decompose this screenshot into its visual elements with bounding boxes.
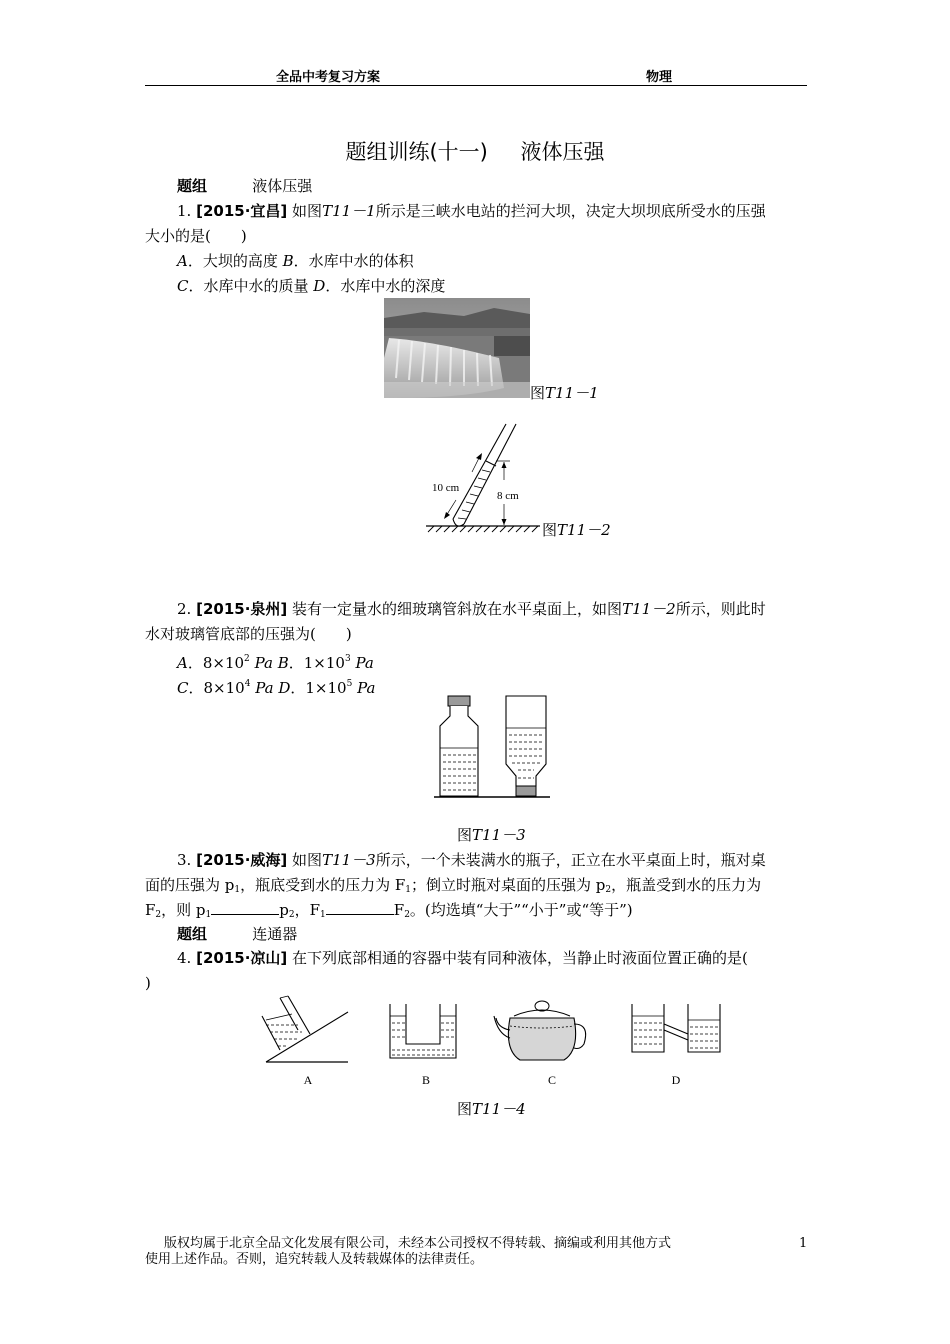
q3-stem-b: 所示，一个未装满水的瓶子，正立在水平桌面上时，瓶对桌 [375,851,766,869]
answer-blank-1[interactable] [211,900,279,915]
q2-stem-line2: 水对玻璃管底部的压强为( ) [145,625,352,643]
q2-opt-c-key: C [177,679,189,697]
option-d-vessel [632,1004,720,1052]
q1-options-ab [177,250,414,272]
footer-copyright-line1: 版权均属于北京全品文化发展有限公司，未经本公司授权不得转载、摘编或利用其他方式 [164,1236,672,1251]
q3-stem-line2 [145,874,761,901]
q1-source: [2015·宜昌] [196,202,288,220]
q4-stem-line2: ) [145,974,151,992]
q3-l3-d: ，F [294,901,321,919]
q3-l2-sub1: 1 [234,885,241,895]
q1-stem-a: 如图 [292,202,323,220]
q2-source: [2015·泉州] [196,600,288,618]
q3-l2-c: ；倒立时瓶对桌面的压强为 p [411,876,606,894]
q2-options-cd [177,673,375,699]
q1-fig-ref: T11－1 [322,202,376,220]
q2-options-ab [177,648,374,674]
q3-l3-sub3: 2 [288,910,295,920]
q1-opt-d: ．水库中水的深度 [325,277,446,295]
q3-stem-line1 [177,849,766,871]
q1-opt-a: ．大坝的高度 [187,252,278,270]
q3-l3-b: ，则 p [161,901,206,919]
q2-opt-a: ．8×10 [187,654,245,672]
q3-l3-sub1: 2 [155,910,162,920]
q2-opt-a-unit: Pa [254,654,273,672]
fig1-label: T11－1 [545,384,599,402]
q1-opt-b: ．水库中水的体积 [293,252,414,270]
q1-opt-c: ．水库中水的质量 [188,277,309,295]
tube-length-label: 10 cm [432,482,460,494]
q1-number: 1. [177,202,192,220]
q3-l2-sub3: 2 [605,885,612,895]
q1-opt-c-key: C [177,277,189,295]
q2-opt-d-key: D [278,679,291,697]
q2-opt-c-unit: Pa [255,679,274,697]
bottles-diagram [434,692,550,802]
q2-opt-d-exp: 5 [346,679,353,689]
fig3-prefix: 图 [457,826,473,844]
q3-l3-c: p [279,901,289,919]
q2-opt-c-exp: 4 [244,679,251,689]
option-b-label: B [421,1073,431,1087]
header-left: 全品中考复习方案 [276,70,381,85]
option-d-label: D [671,1073,681,1087]
q3-source: [2015·威海] [196,851,288,869]
fig1-prefix: 图 [530,384,546,402]
fig3-caption [457,824,526,845]
q2-opt-b: ．1×10 [288,654,345,672]
fig1-caption [530,382,599,403]
fig3-label: T11－3 [472,826,526,844]
q2-opt-d-unit: Pa [357,679,376,697]
q3-l3-f: 。(均选填“大于”“小于”或“等于”) [409,901,633,919]
option-a-vessel [262,996,348,1062]
fig2-prefix: 图 [542,521,558,539]
q3-number: 3. [177,851,192,869]
q3-l2-b: ，瓶底受到水的压力为 F [240,876,406,894]
q3-l3-sub4: 1 [320,910,326,920]
page-title [0,136,950,166]
q1-options-cd [177,275,445,297]
q2-opt-b-unit: Pa [355,654,374,672]
q1-opt-d-key: D [313,277,326,295]
option-a-label: A [303,1073,313,1087]
q3-l3-a: F [145,901,156,919]
q3-l2-sub2: 1 [405,885,412,895]
group1-name: 液体压强 [252,177,313,195]
q2-opt-d: ．1×10 [290,679,347,697]
q3-stem-a: 如图 [292,851,323,869]
group2-label: 题组 [177,925,208,943]
q3-l3-sub2: 1 [205,910,212,920]
inclined-tube-diagram [420,420,540,538]
q3-l3-sub5: 2 [404,910,410,920]
q2-stem-a: 装有一定量水的细玻璃管斜放在水平桌面上，如图 [292,600,623,618]
group2-heading [177,923,297,945]
q3-l2-a: 面的压强为 p [145,876,235,894]
connected-vessels-diagram [258,990,748,1090]
group1-label: 题组 [177,177,208,195]
q2-opt-b-key: B [277,654,289,672]
q4-number: 4. [177,949,192,967]
q2-number: 2. [177,600,192,618]
q2-opt-b-exp: 3 [344,654,351,664]
header-rule [145,85,807,86]
q1-stem-b: 所示是三峡水电站的拦河大坝，决定大坝坝底所受水的压强 [375,202,766,220]
q3-l2-d: ，瓶盖受到水的压力为 [611,876,762,894]
q1-stem-line1 [177,200,766,222]
option-c-label: C [547,1073,557,1087]
q3-fig-ref: T11－3 [322,851,376,869]
q2-stem-b: 所示，则此时 [675,600,766,618]
q1-opt-a-key: A [177,252,188,270]
q1-stem-line2: 大小的是( ) [145,227,247,245]
q3-stem-line3 [145,899,633,926]
q2-stem-line1 [177,598,766,620]
group2-name: 连通器 [252,925,298,943]
fig2-caption [542,519,611,540]
option-c-vessel [494,1001,586,1060]
q2-opt-a-key: A [177,654,188,672]
option-b-vessel [390,1004,456,1058]
fig2-label: T11－2 [557,521,611,539]
q3-l3-e: F [393,901,405,919]
header-right: 物理 [646,70,673,85]
q4-stem-line1 [177,947,748,969]
q2-fig-ref: T11－2 [622,600,676,618]
fig4-label: T11－4 [472,1100,526,1118]
answer-blank-2[interactable] [326,900,394,915]
q1-opt-b-key: B [282,252,294,270]
dam-photo [384,298,530,398]
footer-copyright-line2: 使用上述作品。否则，追究转载人及转载媒体的法律责任。 [145,1252,484,1267]
q2-opt-c: ．8×10 [188,679,245,697]
fig4-prefix: 图 [457,1100,473,1118]
page-number: 1 [799,1236,808,1251]
group1-heading [177,175,312,197]
title-main: 题组训练(十一) [345,140,488,164]
tube-height-label: 8 cm [497,490,519,502]
fig4-caption [457,1098,526,1119]
q4-source: [2015·凉山] [196,949,288,967]
q2-opt-a-exp: 2 [244,654,250,664]
q4-stem-a: 在下列底部相通的容器中装有同种液体，当静止时液面位置正确的是( [292,949,748,967]
title-sub: 液体压强 [520,140,605,164]
